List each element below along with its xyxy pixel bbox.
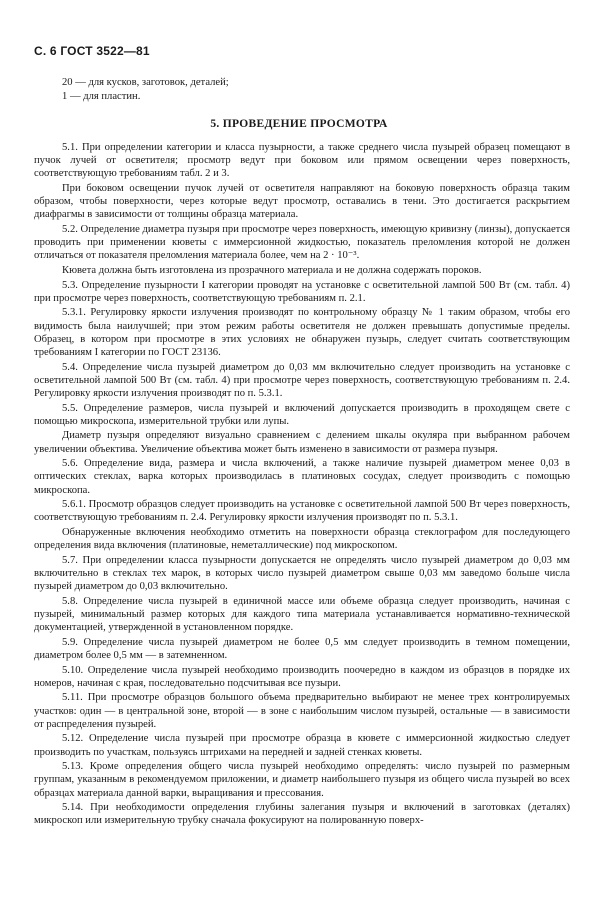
paragraph: 5.12. Определение числа пузырей при просмотре образца в кювете с иммерсионной жидкостью следует производить по участкам, пользуясь штрихами на передней и задней стенках кюветы.	[34, 733, 570, 758]
section-body	[34, 141, 570, 829]
page-header: С. 6 ГОСТ 3522—81	[34, 44, 150, 58]
paragraph: 5.3.1. Регулировку яркости излучения производят по контрольному образцу № 1 таким образом, чтобы его видимость была наилучшей; при этом режим работы осветителя не должен превышать допустимые пределы. Образец, в котором при просмотре в этих условиях не обнаружен пузырь, следует считать соответствующим требованиям I категории по ГОСТ 23136.	[34, 307, 570, 358]
intro-list	[62, 76, 229, 103]
paragraph: 5.14. При необходимости определения глубины залегания пузыря и включений в заготовках (деталях) микроскоп или измерительную трубку сначала фокусируют на полированную поверх-	[34, 802, 570, 827]
paragraph: 5.11. При просмотре образцов большого объема предварительно выбирают не менее трех контролируемых участков: один — в центральной зоне, второй — в зоне с наибольшим числом пузырей, остальные — в зависимости от распределения пузырей.	[34, 692, 570, 730]
paragraph: 5.4. Определение числа пузырей диаметром до 0,03 мм включительно следует производить на установке с осветительной лампой 500 Вт (см. табл. 4) при просмотре через поверхность, соответствующую требованиям п. 2.4. Регулировку яркости излучения производят по п. 5.3.1.	[34, 361, 570, 399]
paragraph: 5.2. Определение диаметра пузыря при просмотре через поверхность, имеющую кривизну (линзы), допускается проводить при применении кюветы с иммерсионной жидкостью, показатель преломления которой не должен отличаться от показателя преломления материала более, чем на 2 · 10⁻³.	[34, 224, 570, 262]
paragraph: Обнаруженные включения необходимо отметить на поверхности образца стеклографом для последующего определения вида включения (платиновые, неметаллические) под микроскопом.	[34, 526, 570, 552]
paragraph: Диаметр пузыря определяют визуально сравнением с делением шкалы окуляра при выбранном рабочем увеличении объектива. Увеличение объектива может быть изменено в зависимости от размера пузыря.	[34, 430, 570, 455]
paragraph: 5.9. Определение числа пузырей диаметром не более 0,5 мм следует производить в темном помещении, диаметром более 0,5 мм — в затемненном.	[34, 636, 570, 661]
paragraph: При боковом освещении пучок лучей от осветителя направляют на боковую поверхность образца таким образом, чтобы поверхности, через которые ведут просмотр, оставались в тени. Это достигается раскрытием диафрагмы в зависимости от толщины образца материала.	[34, 183, 570, 221]
paragraph: 5.6. Определение вида, размера и числа включений, а также наличие пузырей диаметром менее 0,03 в оптических стеклах, варка которых производилась в платиновых сосудах, следует производить с помощью микроскопа.	[34, 458, 570, 496]
paragraph: 5.3. Определение пузырности I категории проводят на установке с осветительной лампой 500 Вт (см. табл. 4) при просмотре через поверхность, соответствующую требованиям п. 2.1.	[34, 279, 570, 304]
intro-line: 1 — для пластин.	[62, 90, 141, 102]
paragraph: Кювета должна быть изготовлена из прозрачного материала и не должна содержать пороков.	[62, 265, 482, 276]
section-title: 5. ПРОВЕДЕНИЕ ПРОСМОТРА	[210, 118, 388, 130]
paragraph: 5.6.1. Просмотр образцов следует производить на установке с осветительной лампой 500 Вт через поверхность, соответствующую требованиям п. 2.4. Регулировку яркости излучения производят по п. 5.3.1.	[34, 499, 570, 524]
paragraph: 5.7. При определении класса пузырности допускается не определять число пузырей диаметром до 0,03 мм включительно в стеклах тех марок, в которых число пузырей диаметром свыше 0,03 мм заведомо больше числа пузырей диаметром до 0,03 включительно.	[34, 554, 570, 593]
paragraph: 5.8. Определение числа пузырей в единичной массе или объеме образца следует производить, начиная с пузырей, минимальный размер которых для каждого типа материала устанавливается нормативно-технической документацией, утвержденной в установленном порядке.	[34, 595, 570, 634]
paragraph: 5.10. Определение числа пузырей необходимо производить поочередно в каждом из образцов в порядке их номеров, начиная с края, последовательно подсчитывая все пузыри.	[34, 664, 570, 689]
paragraph: 5.1. При определении категории и класса пузырности, а также среднего числа пузырей образец помещают в пучок лучей от осветителя; просмотр ведут при боковом или прямом освещении через поверхность, соответствующую требованиям табл. 2 и 3.	[34, 142, 570, 180]
paragraph: 5.5. Определение размеров, числа пузырей и включений допускается производить в проходящем свете с помощью микроскопа, измерительной трубки или лупы.	[34, 402, 570, 427]
intro-line: 20 — для кусков, заготовок, деталей;	[62, 77, 229, 88]
paragraph: 5.13. Кроме определения общего числа пузырей необходимо определять: число пузырей по размерным группам, указанным в рекомендуемом приложении, и диаметр наибольшего пузыря из общего числа пузырей во всех образцах материала данной варки, выращивания и прессования.	[34, 761, 570, 799]
